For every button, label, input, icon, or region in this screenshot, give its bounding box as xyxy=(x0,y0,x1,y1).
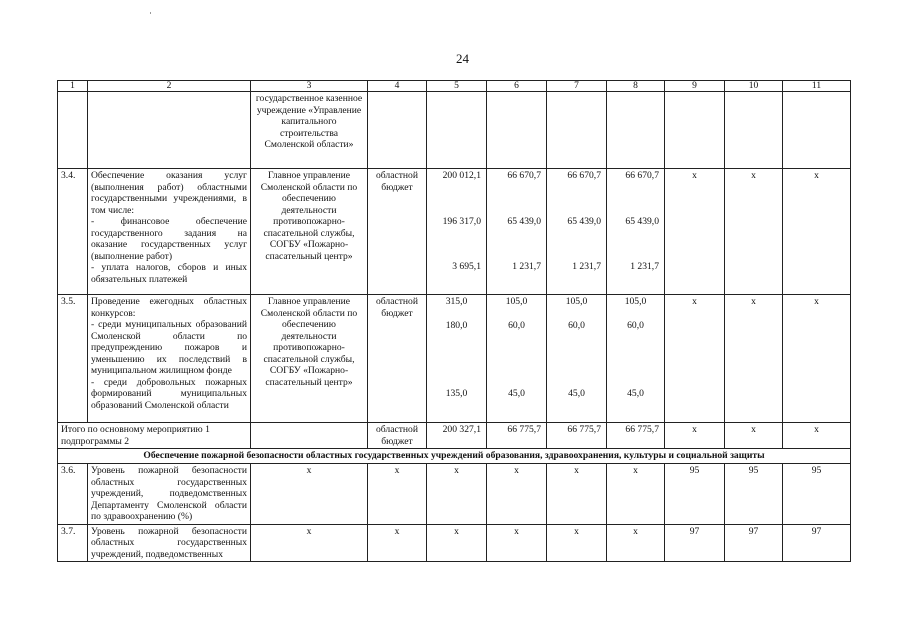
page-number: 24 xyxy=(456,51,469,66)
col-header: 2 xyxy=(88,81,251,92)
col-header: 11 xyxy=(783,81,851,92)
value-cell: 97 xyxy=(783,524,851,562)
desc-sub: - среди муниципальных образований Смоленской области по предупреждению пожаров и уменьшению их последствий в муниципальном жилищном фонде xyxy=(91,319,247,376)
table-row-3-4 xyxy=(58,169,851,295)
amount-cell: 66 670,7 65 439,0 1 231,7 xyxy=(547,169,607,295)
value-cell: 95 xyxy=(665,464,725,525)
row-number: 3.4. xyxy=(58,169,88,295)
indicator-cell: х xyxy=(783,169,851,295)
amount-cell: 66 775,7 xyxy=(547,423,607,449)
indicator-cell: х xyxy=(665,295,725,423)
value-cell: х xyxy=(368,524,427,562)
column-number-row xyxy=(58,81,851,92)
value-cell: 97 xyxy=(725,524,783,562)
funding-source: областной бюджет xyxy=(368,295,427,423)
amount-cell: 66 775,7 xyxy=(607,423,665,449)
col-header: 3 xyxy=(251,81,368,92)
funding-source: областной бюджет xyxy=(368,169,427,295)
amount-cell: 105,0 60,0 45,0 xyxy=(547,295,607,423)
value-cell: 97 xyxy=(665,524,725,562)
total-row xyxy=(58,423,851,449)
desc-main: Обеспечение оказания услуг (выполнения работ) областными государственными учреждениями, в том числе: xyxy=(91,170,247,216)
col-header: 10 xyxy=(725,81,783,92)
value-cell: х xyxy=(547,524,607,562)
desc-sub: - среди добровольных пожарных формирований муниципальных образований Смоленской области xyxy=(91,376,247,411)
value-cell: 95 xyxy=(783,464,851,525)
col-header: 4 xyxy=(368,81,427,92)
responsible-org: Главное управление Смоленской области по обеспечению деятельности противопожарно-спасательной службы, СОГБУ «Пожарно-спасательный центр» xyxy=(251,295,368,423)
amount-cell: 66 775,7 xyxy=(487,423,547,449)
section-header-row xyxy=(58,449,851,464)
col-header: 8 xyxy=(607,81,665,92)
value-cell: х xyxy=(251,524,368,562)
responsible-org: Главное управление Смоленской области по обеспечению деятельности противопожарно-спасательной службы, СОГБУ «Пожарно-спасательный центр» xyxy=(251,169,368,295)
scan-mark xyxy=(150,12,151,14)
amount-cell: 315,0 180,0 135,0 xyxy=(427,295,487,423)
indicator-cell: х xyxy=(783,423,851,449)
measure-description xyxy=(88,169,251,295)
amount-cell: 105,0 60,0 45,0 xyxy=(607,295,665,423)
desc-sub: - уплата налогов, сборов и иных обязательных платежей xyxy=(91,262,247,285)
col-header: 5 xyxy=(427,81,487,92)
measures-table xyxy=(57,80,851,562)
col-header: 7 xyxy=(547,81,607,92)
responsible-org: государственное казенное учреждение «Управление капитального строительства Смоленской области» xyxy=(251,92,368,169)
row-number: 3.6. xyxy=(58,464,88,525)
table-row-3-7 xyxy=(58,524,851,562)
total-label: Итого по основному мероприятию 1 подпрограммы 2 xyxy=(58,423,251,449)
indicator-description: Уровень пожарной безопасности областных государственных учреждений, подведомственных xyxy=(88,524,251,562)
amount-cell: 105,0 60,0 45,0 xyxy=(487,295,547,423)
amount-cell: 66 670,7 65 439,0 1 231,7 xyxy=(607,169,665,295)
indicator-cell: х xyxy=(725,423,783,449)
value-cell: х xyxy=(251,464,368,525)
value-cell: х xyxy=(427,524,487,562)
col-header: 1 xyxy=(58,81,88,92)
desc-sub: - финансовое обеспечение государственного задания на оказание государственных услуг (выполнение работ) xyxy=(91,216,247,262)
desc-main: Проведение ежегодных областных конкурсов: xyxy=(91,296,247,319)
value-cell: х xyxy=(607,524,665,562)
value-cell: х xyxy=(487,524,547,562)
section-title: Обеспечение пожарной безопасности областных государственных учреждений образования, здравоохранения, культуры и социальной защиты xyxy=(58,449,851,464)
funding-source: областной бюджет xyxy=(368,423,427,449)
row-number: 3.5. xyxy=(58,295,88,423)
continued-row xyxy=(58,92,851,169)
value-cell: х xyxy=(547,464,607,525)
indicator-cell: х xyxy=(725,295,783,423)
col-header: 6 xyxy=(487,81,547,92)
amount-cell: 66 670,7 65 439,0 1 231,7 xyxy=(487,169,547,295)
value-cell: 95 xyxy=(725,464,783,525)
table-row-3-5 xyxy=(58,295,851,423)
amount-cell: 200 012,1 196 317,0 3 695,1 xyxy=(427,169,487,295)
value-cell: х xyxy=(368,464,427,525)
indicator-cell: х xyxy=(725,169,783,295)
value-cell: х xyxy=(487,464,547,525)
indicator-cell: х xyxy=(665,169,725,295)
col-header: 9 xyxy=(665,81,725,92)
row-number: 3.7. xyxy=(58,524,88,562)
indicator-description: Уровень пожарной безопасности областных государственных учреждений, подведомственных Департаменту Смоленской области по здравоохранению (%) xyxy=(88,464,251,525)
value-cell: х xyxy=(427,464,487,525)
amount-cell: 200 327,1 xyxy=(427,423,487,449)
measure-description xyxy=(88,295,251,423)
value-cell: х xyxy=(607,464,665,525)
indicator-cell: х xyxy=(665,423,725,449)
table-row-3-6 xyxy=(58,464,851,525)
indicator-cell: х xyxy=(783,295,851,423)
